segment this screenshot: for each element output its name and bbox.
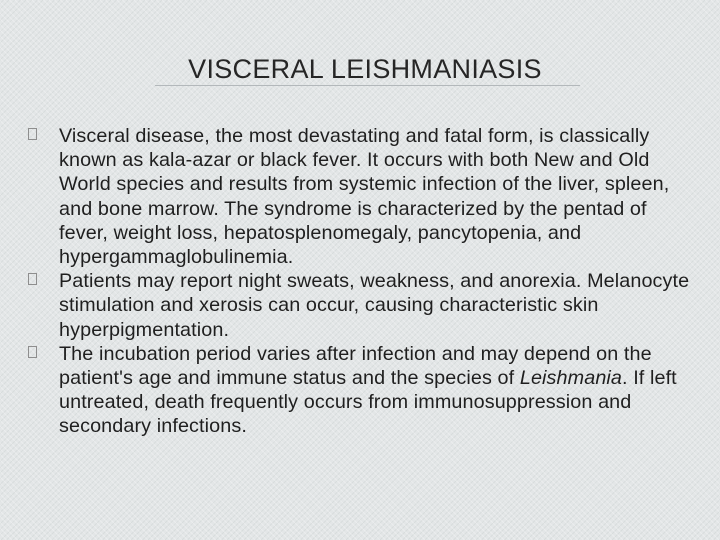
species-name-italic: Leishmania bbox=[519, 367, 623, 390]
bullet-text-segment: . If left untreated, death frequently occurs from immunosuppression and secondary infections. bbox=[59, 367, 677, 438]
bullet-text bbox=[59, 342, 698, 439]
bullet-text: Patients may report night sweats, weakness, and anorexia. Melanocyte stimulation and xerosis can occur, causing characteristic skin hyperpigmentation. bbox=[59, 270, 690, 341]
bullet-item bbox=[28, 269, 698, 342]
title-underline bbox=[155, 85, 580, 86]
bullet-list bbox=[28, 124, 698, 439]
bullet-text-segment: The incubation period varies after infection and may depend on the patient's age and immune status and the species of bbox=[59, 342, 652, 390]
bullet-square-icon bbox=[28, 273, 37, 285]
bullet-text: Visceral disease, the most devastating and fatal form, is classically known as kala-azar or black fever. It occurs with both New and Old World species and results from systemic infection of the liver, spleen, and bone marrow. The syndrome is characterized by the pentad of fever, weight loss, hepatosplenomegaly, pancytopenia, and hypergammaglobulinemia. bbox=[59, 125, 670, 269]
bullet-item bbox=[28, 342, 698, 439]
slide-title: VISCERAL LEISHMANIASIS bbox=[188, 54, 542, 84]
bullet-square-icon bbox=[28, 346, 37, 358]
bullet-square-icon bbox=[28, 128, 37, 140]
bullet-item bbox=[28, 124, 698, 269]
